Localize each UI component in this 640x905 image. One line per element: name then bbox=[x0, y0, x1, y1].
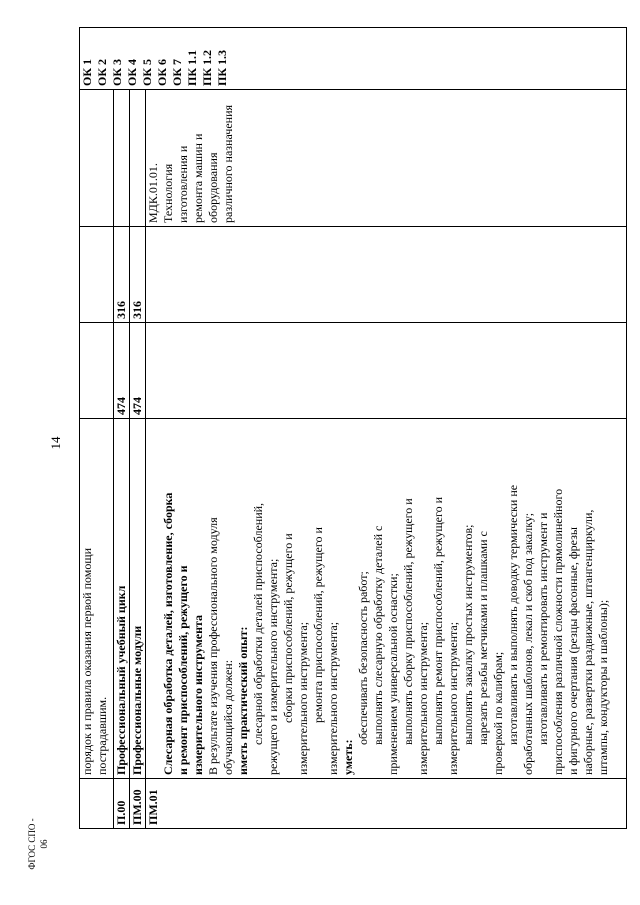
landscape-page bbox=[79, 28, 610, 829]
cell-mdk bbox=[130, 90, 146, 227]
description-line: обучающийся должен: bbox=[221, 659, 235, 775]
description-line: слесарной обработки деталей приспособлений, bbox=[251, 502, 265, 745]
table-row bbox=[130, 28, 146, 829]
description-line: измерительного инструмента; bbox=[326, 621, 340, 775]
description-line: измерительного инструмента; bbox=[446, 621, 460, 775]
cell-mdk: МДК.01.01. Технология изготовления и ремонта машин и оборудования различного назначения bbox=[146, 90, 627, 227]
description-line: нарезать резьбы метчиками и плашками с bbox=[476, 531, 490, 745]
description-line: Слесарная обработка деталей, изготовление, сборка bbox=[161, 492, 175, 775]
description-line: сборки приспособлений, режущего и bbox=[281, 533, 295, 723]
curriculum-table bbox=[79, 27, 627, 829]
cell-mdk bbox=[80, 90, 114, 227]
rotated-table-area bbox=[79, 28, 610, 829]
table-row bbox=[114, 28, 130, 829]
description-line: В результате изучения профессионального модуля bbox=[206, 517, 220, 775]
footer-standard-code: ФГОС СПО - 06 bbox=[27, 818, 49, 870]
description-line: выполнять сборку приспособлений, режущего и bbox=[401, 498, 415, 745]
description-line: иметь практический опыт: bbox=[236, 626, 250, 775]
description-line: проверкой по калибрам; bbox=[491, 651, 505, 775]
cell-mandatory-load bbox=[146, 227, 627, 323]
cell-mandatory-load bbox=[80, 227, 114, 323]
cell-mdk bbox=[114, 90, 130, 227]
cell-max-load: 474 bbox=[114, 323, 130, 419]
description-line: изготавливать и ремонтировать инструмент и bbox=[536, 512, 550, 745]
cell-code: ПМ.00 bbox=[130, 779, 146, 829]
cell-content: Профессиональные модули bbox=[130, 419, 146, 779]
cell-content: Профессиональный учебный цикл bbox=[114, 419, 130, 779]
cell-max-load bbox=[146, 323, 627, 419]
description-line: измерительного инструмента bbox=[191, 614, 205, 775]
cell-code: ПМ.01 bbox=[146, 779, 627, 829]
description-line: ремонта приспособлений, режущего и bbox=[311, 527, 325, 723]
description-line: обеспечивать безопасность работ; bbox=[356, 571, 370, 745]
cell-competences: ОК 1 ОК 2 ОК 3 ОК 4 ОК 5 ОК 6 ОК 7 ПК 1.1 ПК 1.2 ПК 1.3 bbox=[80, 28, 627, 90]
description-line: выполнять закалку простых инструментов; bbox=[461, 524, 475, 745]
cell-mandatory-load: 316 bbox=[130, 227, 146, 323]
module-description bbox=[161, 422, 611, 775]
description-line: измерительного инструмента; bbox=[416, 621, 430, 775]
description-line: уметь: bbox=[341, 739, 355, 775]
description-line: измерительного инструмента; bbox=[296, 621, 310, 775]
cell-code bbox=[80, 779, 114, 829]
description-line: выполнять слесарную обработку деталей с bbox=[371, 525, 385, 745]
description-line: выполнять ремонт приспособлений, режущего и bbox=[431, 496, 445, 745]
cell-content bbox=[146, 419, 627, 779]
cell-code: П.00 bbox=[114, 779, 130, 829]
cell-mandatory-load: 316 bbox=[114, 227, 130, 323]
cell-content: порядок и правила оказания первой помощи пострадавшим. bbox=[80, 419, 114, 779]
description-line: обработанных шаблонов, лекал и скоб под закалку; bbox=[521, 512, 535, 775]
description-line: наборные, развертки раздвижные, штангенциркули, bbox=[581, 509, 595, 775]
table-row bbox=[80, 28, 114, 829]
description-line: штампы, кондукторы и шаблоны); bbox=[596, 599, 610, 775]
page-number: 14 bbox=[48, 436, 63, 450]
description-line: приспособления различной сложности прямолинейного bbox=[551, 488, 565, 775]
table-row bbox=[146, 28, 627, 829]
description-line: изготавливать и выполнять доводку термически не bbox=[506, 484, 520, 745]
description-line: и фигурного очертания (резцы фасонные, фрезы bbox=[566, 527, 580, 775]
description-line: режущего и измерительного инструмента; bbox=[266, 558, 280, 775]
description-line: и ремонт приспособлений, режущего и bbox=[176, 565, 190, 775]
cell-max-load bbox=[80, 323, 114, 419]
cell-max-load: 474 bbox=[130, 323, 146, 419]
description-line: применением универсальной оснастки; bbox=[386, 573, 400, 775]
